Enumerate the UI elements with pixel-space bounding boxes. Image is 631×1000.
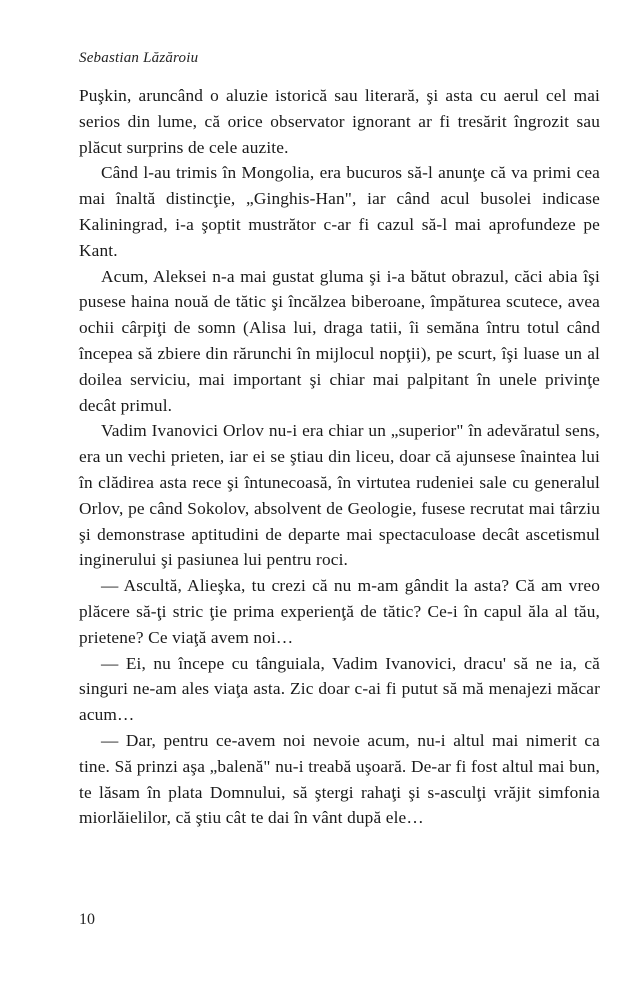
page-number: 10 xyxy=(79,911,95,928)
paragraph-1: Puşkin, aruncând o aluzie istorică sau literară, şi asta cu aerul cel mai serios din lume, că orice observator ignorant ar fi tresărit îngrozit sau plăcut surprins de cele auzite. xyxy=(79,86,600,157)
paragraph-4: Vadim Ivanovici Orlov nu-i era chiar un „superior" în adevăratul sens, era un vechi prieten, iar ei se ştiau din liceu, doar că ajunsese înaintea lui în clădirea asta rece şi întunecoasă, în virtutea rudeniei sale cu generalul Orlov, pe când Sokolov, absolvent de Geologie, fusese recrutat mai târziu şi demonstrase aptitudini de departe mai spectaculoase decât ascetismul inginerului şi pasiunea lui pentru roci. xyxy=(79,421,600,570)
running-head: Sebastian Lăzăroiu xyxy=(79,50,199,66)
paragraph-2: Când l-au trimis în Mongolia, era bucuros să-l anunţe că va primi cea mai înaltă distincţie, „Ginghis-Han", iar când acul busolei indicase Kaliningrad, i-a şoptit mustrător c-ar fi cazul să-l mai aprofundeze pe Kant. xyxy=(79,163,600,260)
book-page xyxy=(79,38,600,831)
dialogue-2: — Ei, nu începe cu tânguiala, Vadim Ivanovici, dracu' să ne ia, că singuri ne-am ales viaţa asta. Zic doar c-ai fi putut să mă menajezi măcar acum… xyxy=(79,653,600,725)
dialogue-3: — Dar, pentru ce-avem noi nevoie acum, nu-i altul mai nimerit ca tine. Să prinzi aşa „balenă" nu-i treabă uşoară. De-ar fi fost altul mai bun, te lăsam în plata Domnului, să ştergi rahaţi şi s-asculţi vrăjit simfonia miorlăielilor, că ştiu cât te dai în vânt după ele… xyxy=(79,730,600,828)
body-text xyxy=(79,83,600,831)
paragraph-3: Acum, Aleksei n-a mai gustat gluma şi i-a bătut obrazul, căci abia îşi pusese haina nouă de tătic şi încălzea biberoane, împăturea scutece, avea ochii cârpiţi de somn (Alisa lui, draga tatii, îi semăna întru totul când începea să zbiere din rărunchi în mijlocul nopţii), pe scurt, îşi luase un al doilea serviciu, mai important şi chiar mai palpitant în unele privinţe decât primul. xyxy=(79,266,600,415)
dialogue-1: — Ascultă, Alieşka, tu crezi că nu m-am gândit la asta? Că am vreo plăcere să-ţi stric ţie prima experienţă de tătic? Ce-i în capul ăla al tău, prietene? Ce viaţă avem noi… xyxy=(79,576,600,647)
